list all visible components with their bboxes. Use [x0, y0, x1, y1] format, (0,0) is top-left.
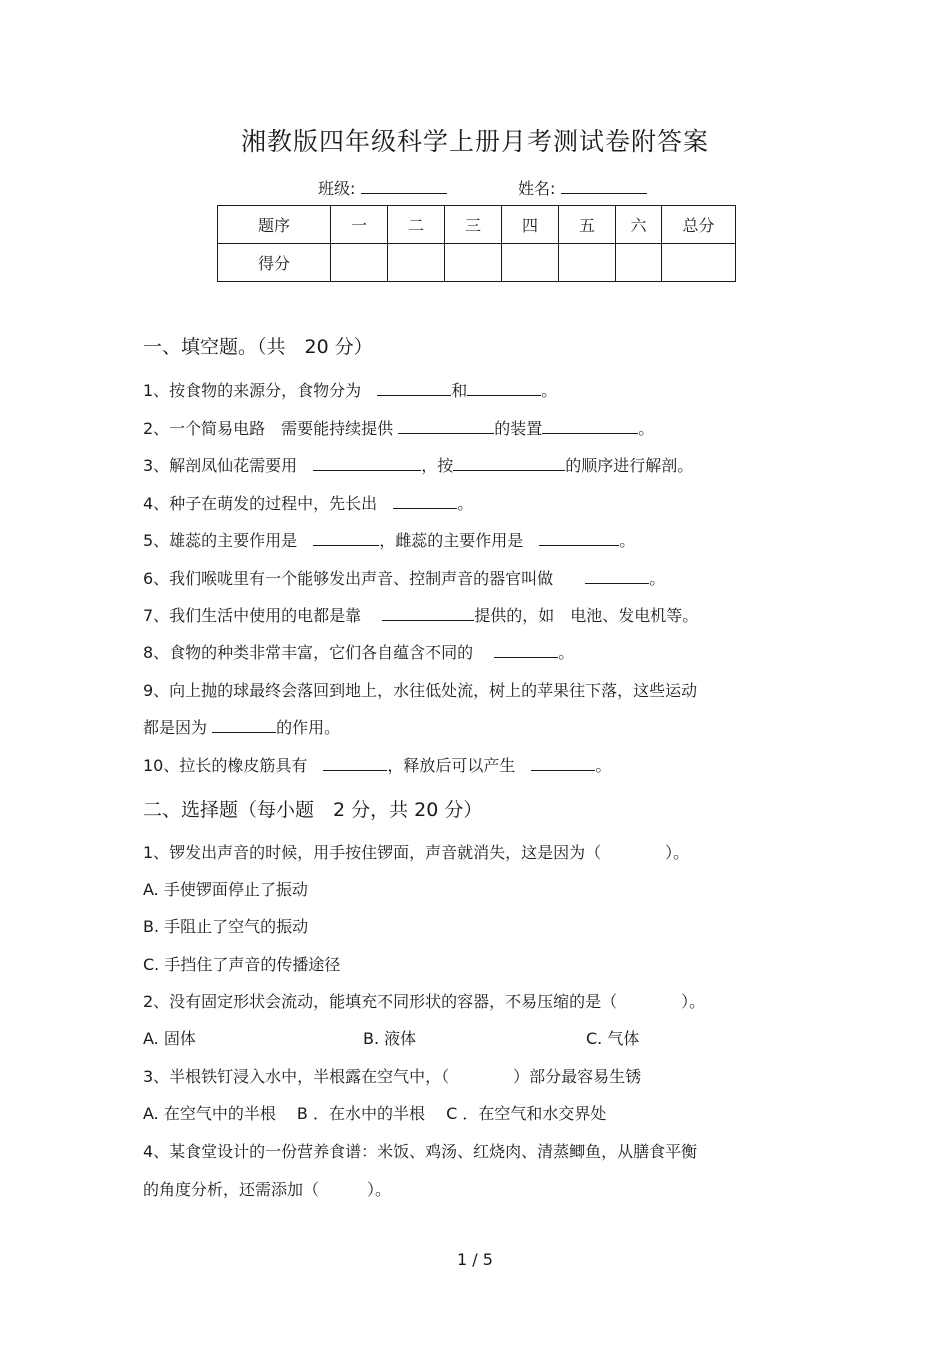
fill-item-9-cont — [143, 715, 340, 738]
item-text: ，释放后可以产生 — [387, 756, 516, 775]
item-text: 5、雄蕊的主要作用是 — [143, 531, 298, 550]
choice-q1-option-a[interactable]: A. 手使锣面停止了振动 — [143, 880, 308, 899]
item-text: 2、一个简易电路 需要能持续提供 — [143, 419, 394, 438]
choice-q1: 1、锣发出声音的时候，用手按住锣面，声音就消失，这是因为（ ）。 — [143, 843, 690, 862]
item-text: 。 — [541, 381, 558, 400]
score-table — [217, 205, 736, 282]
item-text: 3、解剖凤仙花需要用 — [143, 456, 298, 475]
item-text: 10、拉长的橡皮筋具有 — [143, 756, 308, 775]
name-blank[interactable] — [561, 179, 647, 194]
score-cell[interactable] — [388, 244, 445, 282]
score-table-score-row — [218, 244, 736, 282]
item-text: 的顺序进行解剖。 — [565, 456, 694, 475]
header-cell: 总分 — [662, 206, 736, 244]
item-text: 1、按食物的来源分，食物分为 — [143, 381, 362, 400]
score-cell[interactable] — [662, 244, 736, 282]
choice-q2-option-c[interactable]: C. 气体 — [586, 1029, 640, 1048]
fill-item-7 — [143, 603, 698, 626]
answer-blank[interactable] — [398, 419, 494, 434]
answer-blank[interactable] — [377, 381, 451, 396]
name-field — [518, 176, 647, 199]
fill-item-4 — [143, 491, 473, 514]
section1-heading: 一、填空题。（共 20 分） — [143, 336, 373, 358]
header-cell: 四 — [502, 206, 559, 244]
fill-item-10 — [143, 753, 611, 776]
class-field — [318, 176, 447, 199]
fill-item-3 — [143, 453, 693, 476]
fill-item-8 — [143, 640, 574, 663]
score-cell[interactable] — [331, 244, 388, 282]
answer-blank[interactable] — [212, 718, 276, 733]
header-cell: 五 — [559, 206, 616, 244]
item-text: ，按 — [421, 456, 454, 475]
item-text: 都是因为 — [143, 718, 208, 737]
item-text: 和 — [451, 381, 468, 400]
name-label: 姓名: — [518, 179, 556, 198]
section2-heading: 二、选择题（每小题 2 分，共 20 分） — [143, 799, 483, 821]
score-cell[interactable] — [502, 244, 559, 282]
choice-q2-option-a[interactable]: A. 固体 — [143, 1029, 196, 1048]
item-text: 提供的，如 电池、发电机等。 — [474, 606, 699, 625]
score-cell[interactable] — [616, 244, 662, 282]
header-cell: 三 — [445, 206, 502, 244]
choice-q2-option-b[interactable]: B. 液体 — [363, 1029, 417, 1048]
class-blank[interactable] — [361, 179, 447, 194]
fill-item-6 — [143, 566, 665, 589]
score-cell[interactable] — [559, 244, 616, 282]
page-number: 1 / 5 — [457, 1250, 493, 1269]
item-text: 。 — [638, 419, 655, 438]
header-cell: 六 — [616, 206, 662, 244]
choice-q4: 4、某食堂设计的一份营养食谱：米饭、鸡汤、红烧肉、清蒸鲫鱼，从膳食平衡 — [143, 1142, 698, 1161]
item-text: 4、种子在萌发的过程中，先长出 — [143, 494, 378, 513]
item-text: 9、向上抛的球最终会落回到地上，水往低处流，树上的苹果往下落，这些运动 — [143, 681, 698, 700]
fill-item-9 — [143, 678, 697, 701]
answer-blank[interactable] — [382, 606, 474, 621]
choice-q3: 3、半根铁钉浸入水中，半根露在空气中，（ ）部分最容易生锈 — [143, 1067, 642, 1086]
answer-blank[interactable] — [494, 643, 558, 658]
choice-q4-cont: 的角度分析，还需添加（ ）。 — [143, 1180, 392, 1199]
answer-blank[interactable] — [539, 531, 619, 546]
fill-item-1 — [143, 378, 557, 401]
item-text: 8、食物的种类非常丰富，它们各自蕴含不同的 — [143, 643, 474, 662]
answer-blank[interactable] — [313, 456, 421, 471]
answer-blank[interactable] — [323, 756, 387, 771]
item-text: 。 — [649, 569, 666, 588]
choice-q1-option-b[interactable]: B. 手阻止了空气的振动 — [143, 917, 309, 936]
score-cell[interactable] — [445, 244, 502, 282]
choice-q1-option-c[interactable]: C. 手挡住了声音的传播途径 — [143, 955, 341, 974]
item-text: 。 — [619, 531, 636, 550]
answer-blank[interactable] — [467, 381, 541, 396]
header-cell: 二 — [388, 206, 445, 244]
answer-blank[interactable] — [542, 419, 638, 434]
fill-item-5 — [143, 528, 635, 551]
item-text: 。 — [457, 494, 474, 513]
item-text: 6、我们喉咙里有一个能够发出声音、控制声音的器官叫做 — [143, 569, 554, 588]
item-text: 。 — [595, 756, 612, 775]
item-text: 。 — [558, 643, 575, 662]
answer-blank[interactable] — [393, 494, 457, 509]
header-cell: 题序 — [218, 206, 331, 244]
class-label: 班级: — [318, 179, 356, 198]
page-title: 湘教版四年级科学上册月考测试卷附答案 — [240, 127, 709, 156]
answer-blank[interactable] — [531, 756, 595, 771]
item-text: 的装置 — [494, 419, 543, 438]
answer-blank[interactable] — [585, 569, 649, 584]
choice-q2: 2、没有固定形状会流动，能填充不同形状的容器，不易压缩的是（ ）。 — [143, 992, 706, 1011]
item-text: 的作用。 — [276, 718, 341, 737]
score-table-header-row — [218, 206, 736, 244]
fill-item-2 — [143, 416, 654, 439]
header-cell: 一 — [331, 206, 388, 244]
row-label: 得分 — [218, 244, 331, 282]
item-text: ，雌蕊的主要作用是 — [379, 531, 524, 550]
item-text: 7、我们生活中使用的电都是靠 — [143, 606, 362, 625]
choice-q3-options[interactable]: A. 在空气中的半根 B ．在水中的半根 C ．在空气和水交界处 — [143, 1104, 607, 1123]
answer-blank[interactable] — [313, 531, 379, 546]
answer-blank[interactable] — [453, 456, 565, 471]
